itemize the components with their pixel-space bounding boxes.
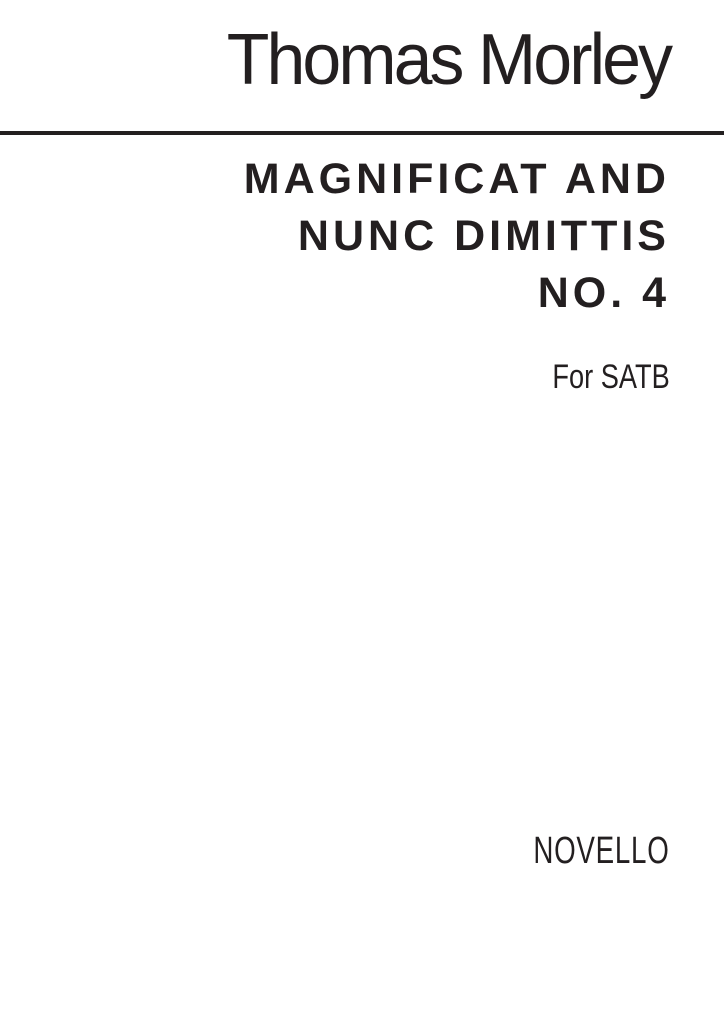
publisher-logo: NOVELLO bbox=[533, 830, 670, 872]
title-divider-rule bbox=[0, 131, 724, 135]
voicing-subtitle: For SATB bbox=[552, 358, 670, 396]
work-title-line-2: NUNC DIMITTIS bbox=[297, 212, 670, 260]
composer-name: Thomas Morley bbox=[226, 20, 670, 100]
work-title-line-3: NO. 4 bbox=[537, 269, 670, 317]
work-title bbox=[244, 151, 670, 322]
work-title-line-1: MAGNIFICAT AND bbox=[243, 155, 670, 203]
